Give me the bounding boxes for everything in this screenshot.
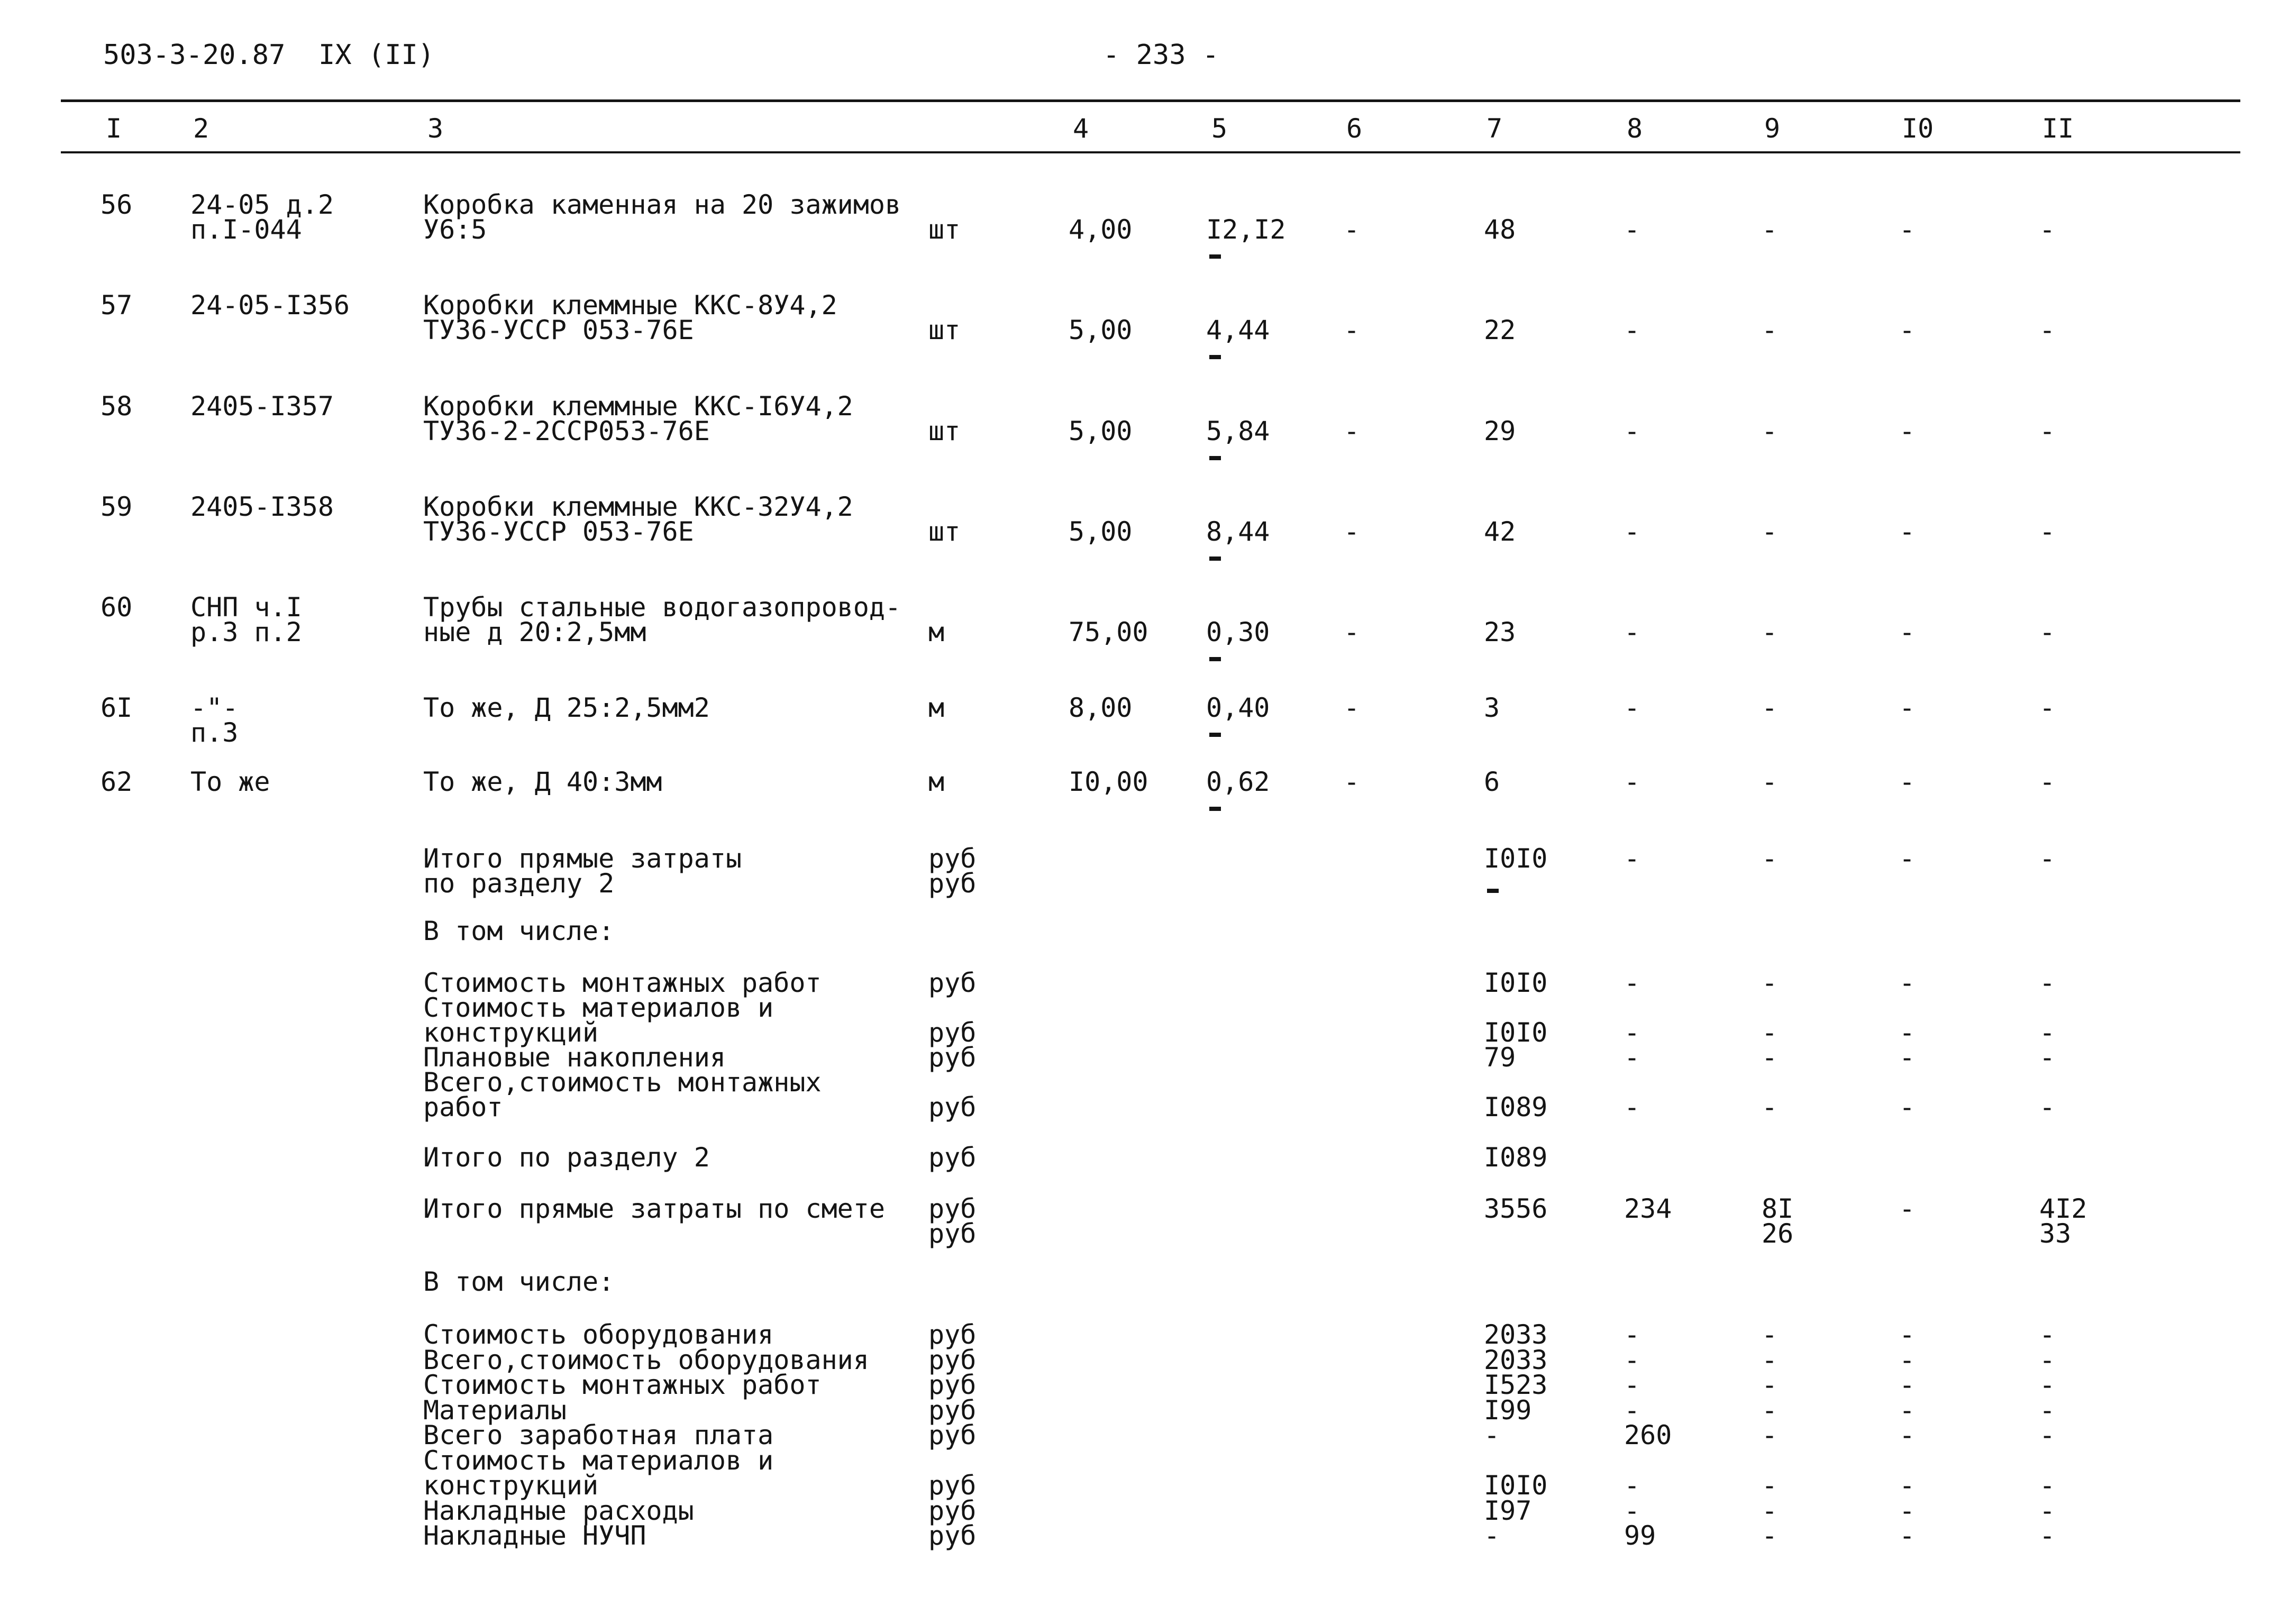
estimate-total-c9: 8I xyxy=(1762,1193,1794,1224)
row-cell-c6: - xyxy=(1344,416,1360,446)
row-quantity: 4,00 xyxy=(1069,214,1133,245)
column-number: II xyxy=(2042,113,2074,144)
row-cell-c11: - xyxy=(2039,516,2056,547)
row-name: То же, Д 25:2,5мм2 xyxy=(423,692,710,723)
estimate-total-c8: 234 xyxy=(1624,1193,1672,1224)
row-cell-c8: - xyxy=(1624,516,1640,547)
row-number: 6I xyxy=(101,692,133,723)
summary-line-c10: - xyxy=(1899,1042,1916,1073)
summary-line-c10: - xyxy=(1899,1470,1916,1501)
total-underline xyxy=(1487,889,1499,893)
summary-line-c11: - xyxy=(2039,1017,2056,1048)
summary-line-unit: руб xyxy=(928,1394,977,1426)
row-cell-c7: 6 xyxy=(1484,767,1500,797)
section-total-value: I089 xyxy=(1484,1142,1548,1173)
summary-line-c8: - xyxy=(1624,1394,1640,1426)
summary-line-unit: руб xyxy=(928,1344,977,1375)
row-price: 5,84 xyxy=(1206,416,1270,446)
row-cell-c8: - xyxy=(1624,416,1640,446)
column-number: I0 xyxy=(1902,113,1934,144)
row-cell-c11: - xyxy=(2039,214,2056,245)
summary-line-c11: - xyxy=(2039,1520,2056,1551)
estimate-total-c11: 4I2 xyxy=(2039,1193,2087,1224)
estimate-total-unit: руб xyxy=(928,1218,977,1249)
document-code: 503-3-20.87 IX (II) xyxy=(103,39,435,71)
summary-line-c7: I0I0 xyxy=(1484,1470,1548,1501)
row-cell-c8: - xyxy=(1624,617,1640,647)
summary-line-c11: - xyxy=(2039,968,2056,998)
summary-line-c7: I089 xyxy=(1484,1092,1548,1123)
row-cell-c7: 23 xyxy=(1484,617,1516,647)
summary-direct-c8: - xyxy=(1624,843,1640,874)
summary-line-unit: руб xyxy=(928,1420,977,1450)
row-number: 62 xyxy=(101,767,133,797)
row-cell-c7: 42 xyxy=(1484,516,1516,547)
estimate-total-c11: 33 xyxy=(2039,1218,2072,1249)
row-number: 56 xyxy=(101,189,133,220)
row-reference: 24-05-I356 xyxy=(190,290,350,321)
summary-line-c8: - xyxy=(1624,968,1640,998)
summary-line-c11: - xyxy=(2039,1420,2056,1450)
column-number: 7 xyxy=(1486,113,1503,144)
price-underline xyxy=(1209,807,1221,811)
summary-direct-label: по разделу 2 xyxy=(423,868,615,899)
row-cell-c11: - xyxy=(2039,416,2056,446)
summary-direct-c9: - xyxy=(1762,843,1778,874)
row-name: Коробки клеммные ККС-I6У4,2 xyxy=(423,391,853,422)
row-price: 0,40 xyxy=(1206,692,1270,723)
price-underline xyxy=(1209,355,1221,359)
summary-line-c9: - xyxy=(1762,1470,1778,1501)
row-cell-c6: - xyxy=(1344,214,1360,245)
price-underline xyxy=(1209,254,1221,259)
column-number: 5 xyxy=(1211,113,1228,144)
column-number: 2 xyxy=(193,113,209,144)
summary-line-c11: - xyxy=(2039,1370,2056,1400)
summary-line-c7: I0I0 xyxy=(1484,1017,1548,1048)
summary-line-unit: руб xyxy=(928,1017,977,1048)
summary-line-c9: - xyxy=(1762,1042,1778,1073)
summary-line-label: Накладные расходы xyxy=(423,1495,694,1526)
summary-line-c11: - xyxy=(2039,1092,2056,1123)
row-cell-c8: - xyxy=(1624,767,1640,797)
summary-line-label: конструкций xyxy=(423,1470,599,1501)
summary-line-c8: 99 xyxy=(1624,1520,1656,1551)
summary-direct-label: Итого прямые затраты xyxy=(423,843,742,874)
row-cell-c10: - xyxy=(1899,617,1916,647)
row-number: 58 xyxy=(101,391,133,422)
row-cell-c6: - xyxy=(1344,692,1360,723)
row-cell-c10: - xyxy=(1899,767,1916,797)
price-underline xyxy=(1209,733,1221,737)
row-unit: м xyxy=(928,692,945,723)
price-underline xyxy=(1209,556,1221,561)
summary-line-c8: - xyxy=(1624,1370,1640,1400)
summary-line-c10: - xyxy=(1899,1017,1916,1048)
summary-line-c9: - xyxy=(1762,1370,1778,1400)
row-cell-c9: - xyxy=(1762,692,1778,723)
column-number: 9 xyxy=(1764,113,1781,144)
row-cell-c9: - xyxy=(1762,516,1778,547)
summary-line-label: Стоимость материалов и xyxy=(423,1445,774,1476)
row-name: У6:5 xyxy=(423,214,487,245)
summary-line-label: работ xyxy=(423,1092,503,1123)
estimate-total-label: Итого прямые затраты по смете xyxy=(423,1193,885,1224)
row-name: То же, Д 40:3мм xyxy=(423,767,662,797)
summary-direct-c11: - xyxy=(2039,843,2056,874)
section-total-label: Итого по разделу 2 xyxy=(423,1142,710,1173)
row-cell-c9: - xyxy=(1762,315,1778,345)
row-cell-c9: - xyxy=(1762,617,1778,647)
row-cell-c6: - xyxy=(1344,516,1360,547)
summary-line-unit: руб xyxy=(928,1042,977,1073)
summary-line-c7: I0I0 xyxy=(1484,968,1548,998)
summary-direct-unit: руб xyxy=(928,843,977,874)
row-reference: 24-05 д.2 xyxy=(190,189,334,220)
summary-line-label: Стоимость монтажных работ xyxy=(423,1370,822,1400)
price-underline xyxy=(1209,456,1221,460)
summary-line-c11: - xyxy=(2039,1344,2056,1375)
summary-line-c10: - xyxy=(1899,1394,1916,1426)
row-reference: -"- xyxy=(190,692,239,723)
summary-line-c10: - xyxy=(1899,1344,1916,1375)
row-reference: СНП ч.I xyxy=(190,592,302,623)
summary-line-c7: I97 xyxy=(1484,1495,1532,1526)
summary-line-label: конструкций xyxy=(423,1017,599,1048)
summary-line-c10: - xyxy=(1899,1520,1916,1551)
row-cell-c6: - xyxy=(1344,617,1360,647)
row-name: ные д 20:2,5мм xyxy=(423,617,646,647)
summary-line-c9: - xyxy=(1762,1319,1778,1350)
summary-line-label: Стоимость материалов и xyxy=(423,992,774,1023)
summary-line-unit: руб xyxy=(928,1092,977,1123)
summary-line-c8: - xyxy=(1624,1092,1640,1123)
row-reference: То же xyxy=(190,767,270,797)
summary-line-c10: - xyxy=(1899,1092,1916,1123)
column-number: 6 xyxy=(1346,113,1363,144)
summary-line-c8: - xyxy=(1624,1495,1640,1526)
row-number: 57 xyxy=(101,290,133,321)
row-price: 4,44 xyxy=(1206,315,1270,345)
row-quantity: 5,00 xyxy=(1069,315,1133,345)
summary-line-label: Стоимость монтажных работ xyxy=(423,968,822,998)
row-cell-c9: - xyxy=(1762,416,1778,446)
row-cell-c11: - xyxy=(2039,692,2056,723)
summary-line-c11: - xyxy=(2039,1495,2056,1526)
including-heading: В том числе: xyxy=(423,1266,615,1297)
row-name: Трубы стальные водогазопровод- xyxy=(423,592,901,623)
row-cell-c10: - xyxy=(1899,692,1916,723)
row-reference: п.I-044 xyxy=(190,214,302,245)
row-number: 59 xyxy=(101,491,133,522)
summary-line-label: Плановые накопления xyxy=(423,1042,726,1073)
row-cell-c8: - xyxy=(1624,315,1640,345)
row-quantity: I0,00 xyxy=(1069,767,1148,797)
summary-line-c9: - xyxy=(1762,1092,1778,1123)
summary-line-unit: руб xyxy=(928,1319,977,1350)
summary-line-c8: - xyxy=(1624,1470,1640,1501)
row-unit: шт xyxy=(928,516,961,547)
row-name: ТУ36-УССР 053-76Е xyxy=(423,315,694,345)
row-cell-c7: 29 xyxy=(1484,416,1516,446)
summary-line-c9: - xyxy=(1762,1420,1778,1450)
summary-line-c8: - xyxy=(1624,1042,1640,1073)
summary-line-c11: - xyxy=(2039,1470,2056,1501)
including-heading: В том числе: xyxy=(423,916,615,946)
estimate-total-c7: 3556 xyxy=(1484,1193,1548,1224)
price-underline xyxy=(1209,657,1221,661)
summary-direct-total: I0I0 xyxy=(1484,843,1548,874)
row-reference: п.3 xyxy=(190,717,239,748)
row-price: 0,30 xyxy=(1206,617,1270,647)
row-quantity: 5,00 xyxy=(1069,416,1133,446)
summary-line-c9: - xyxy=(1762,1495,1778,1526)
summary-line-label: Стоимость оборудования xyxy=(423,1319,774,1350)
summary-line-c8: - xyxy=(1624,1344,1640,1375)
summary-line-c7: 2033 xyxy=(1484,1344,1548,1375)
summary-line-unit: руб xyxy=(928,1470,977,1501)
summary-line-c7: 79 xyxy=(1484,1042,1516,1073)
column-number: 3 xyxy=(427,113,444,144)
summary-line-c11: - xyxy=(2039,1394,2056,1426)
row-unit: м xyxy=(928,767,945,797)
row-reference: 2405-I358 xyxy=(190,491,334,522)
column-number: 4 xyxy=(1073,113,1089,144)
row-name: Коробка каменная на 20 зажимов xyxy=(423,189,901,220)
row-name: ТУ36-2-2ССР053-76Е xyxy=(423,416,710,446)
summary-line-c10: - xyxy=(1899,1319,1916,1350)
row-cell-c8: - xyxy=(1624,692,1640,723)
table-top-rule xyxy=(61,99,2240,102)
row-quantity: 75,00 xyxy=(1069,617,1148,647)
row-cell-c10: - xyxy=(1899,214,1916,245)
estimate-total-c9: 26 xyxy=(1762,1218,1794,1249)
row-unit: м xyxy=(928,617,945,647)
summary-line-c8: - xyxy=(1624,1017,1640,1048)
row-name: Коробки клеммные ККС-8У4,2 xyxy=(423,290,837,321)
row-unit: шт xyxy=(928,315,961,345)
row-cell-c6: - xyxy=(1344,767,1360,797)
row-cell-c9: - xyxy=(1762,767,1778,797)
row-cell-c11: - xyxy=(2039,617,2056,647)
row-cell-c10: - xyxy=(1899,416,1916,446)
summary-line-c11: - xyxy=(2039,1042,2056,1073)
summary-line-c8: - xyxy=(1624,1319,1640,1350)
summary-line-label: Материалы xyxy=(423,1394,567,1426)
summary-line-c7: - xyxy=(1484,1520,1500,1551)
page-number: - 233 - xyxy=(1103,39,1219,71)
row-cell-c11: - xyxy=(2039,767,2056,797)
row-number: 60 xyxy=(101,592,133,623)
summary-line-c7: I99 xyxy=(1484,1394,1532,1426)
row-name: ТУ36-УССР 053-76Е xyxy=(423,516,694,547)
summary-line-unit: руб xyxy=(928,1495,977,1526)
row-reference: р.3 п.2 xyxy=(190,617,302,647)
summary-line-c7: - xyxy=(1484,1420,1500,1450)
summary-direct-c10: - xyxy=(1899,843,1916,874)
row-unit: шт xyxy=(928,214,961,245)
row-cell-c7: 22 xyxy=(1484,315,1516,345)
summary-line-c7: I523 xyxy=(1484,1370,1548,1400)
row-cell-c6: - xyxy=(1344,315,1360,345)
row-unit: шт xyxy=(928,416,961,446)
summary-line-c9: - xyxy=(1762,968,1778,998)
table-header-rule xyxy=(61,151,2240,153)
summary-line-label: Всего,стоимость оборудования xyxy=(423,1344,869,1375)
summary-line-unit: руб xyxy=(928,968,977,998)
row-cell-c10: - xyxy=(1899,315,1916,345)
column-number: I xyxy=(106,113,122,144)
row-cell-c7: 48 xyxy=(1484,214,1516,245)
row-cell-c9: - xyxy=(1762,214,1778,245)
row-cell-c8: - xyxy=(1624,214,1640,245)
section-total-unit: руб xyxy=(928,1142,977,1173)
summary-line-unit: руб xyxy=(928,1520,977,1551)
row-price: 0,62 xyxy=(1206,767,1270,797)
estimate-total-c10: - xyxy=(1899,1193,1916,1224)
summary-line-c9: - xyxy=(1762,1017,1778,1048)
summary-line-unit: руб xyxy=(928,1370,977,1400)
summary-line-c10: - xyxy=(1899,1495,1916,1526)
row-quantity: 8,00 xyxy=(1069,692,1133,723)
column-number: 8 xyxy=(1627,113,1643,144)
summary-line-c8: 260 xyxy=(1624,1420,1672,1450)
summary-line-c11: - xyxy=(2039,1319,2056,1350)
summary-line-label: Накладные НУЧП xyxy=(423,1520,646,1551)
summary-line-c10: - xyxy=(1899,968,1916,998)
row-cell-c10: - xyxy=(1899,516,1916,547)
summary-line-label: Всего заработная плата xyxy=(423,1420,774,1450)
summary-line-c9: - xyxy=(1762,1394,1778,1426)
summary-line-c10: - xyxy=(1899,1420,1916,1450)
summary-line-c9: - xyxy=(1762,1520,1778,1551)
summary-line-c7: 2033 xyxy=(1484,1319,1548,1350)
summary-direct-unit: руб xyxy=(928,868,977,899)
estimate-total-unit: руб xyxy=(928,1193,977,1224)
row-price: 8,44 xyxy=(1206,516,1270,547)
summary-line-label: Всего,стоимость монтажных xyxy=(423,1067,822,1098)
summary-line-c9: - xyxy=(1762,1344,1778,1375)
row-quantity: 5,00 xyxy=(1069,516,1133,547)
row-reference: 2405-I357 xyxy=(190,391,334,422)
summary-line-c10: - xyxy=(1899,1370,1916,1400)
row-price: I2,I2 xyxy=(1206,214,1286,245)
row-cell-c7: 3 xyxy=(1484,692,1500,723)
row-name: Коробки клеммные ККС-32У4,2 xyxy=(423,491,853,522)
row-cell-c11: - xyxy=(2039,315,2056,345)
